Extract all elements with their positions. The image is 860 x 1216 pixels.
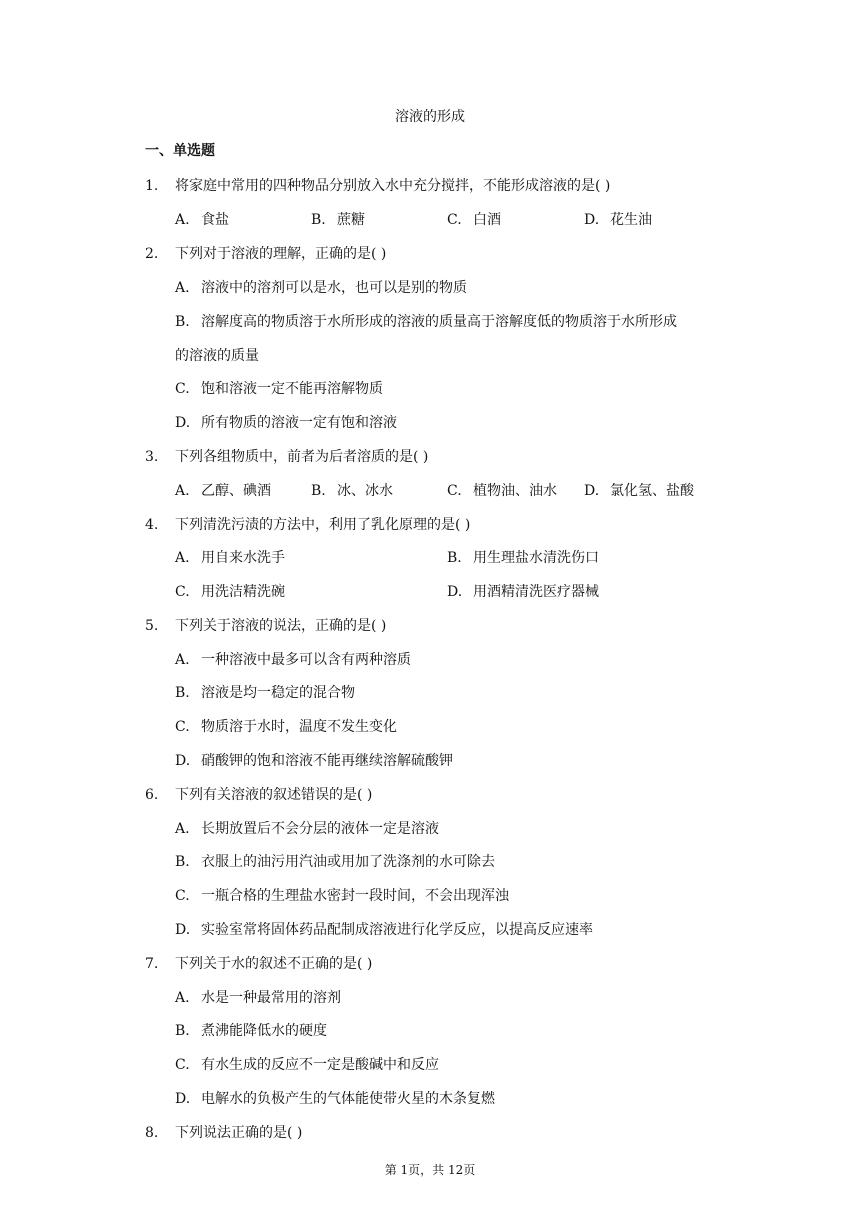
option-b: B. 蔗糖 [311,212,365,228]
option-a: A. 食盐 [175,212,229,228]
option-c: C. 植物油、油水 [447,483,557,499]
option-c: C. 有水生成的反应不一定是酸碱中和反应 [175,1057,439,1073]
option-a: A. 水是一种最常用的溶剂 [175,990,341,1006]
option-d: D. 所有物质的溶液一定有饱和溶液 [175,415,397,431]
option-b: B. 冰、冰水 [311,483,393,499]
question-number: 4. [145,517,159,533]
question-text: 下列有关溶液的叙述错误的是( ) [175,787,373,803]
question-number: 8. [145,1125,159,1141]
option-d: D. 用酒精清洗医疗器械 [447,584,599,600]
question-text: 下列清洗污渍的方法中，利用了乳化原理的是( ) [175,517,471,533]
option-b: B. 溶解度高的物质溶于水所形成的溶液的质量高于溶解度低的物质溶于水所形成 [175,314,677,330]
option-b-continued: 的溶液的质量 [175,348,259,364]
option-b: B. 溶液是均一稳定的混合物 [175,685,355,701]
option-c: C. 物质溶于水时，温度不发生变化 [175,719,397,735]
question-6 [145,784,372,804]
question-7 [145,953,372,973]
question-8 [145,1122,302,1142]
option-a: A. 乙醇、碘酒 [175,483,271,499]
option-a: A. 溶液中的溶剂可以是水，也可以是别的物质 [175,280,467,296]
question-number: 1. [145,178,159,194]
question-text: 下列关于溶液的说法，正确的是( ) [175,618,387,634]
question-text: 下列关于水的叙述不正确的是( ) [175,956,373,972]
question-1 [145,175,610,195]
document-title: 溶液的形成 [395,109,465,125]
option-c: C. 饱和溶液一定不能再溶解物质 [175,381,383,397]
page-footer: 第 1页，共 12页 [384,1163,476,1177]
question-4 [145,514,470,534]
option-b: B. 用生理盐水清洗伤口 [447,550,599,566]
question-number: 5. [145,618,159,634]
option-b: B. 煮沸能降低水的硬度 [175,1023,327,1039]
section-heading: 一、单选题 [145,143,215,159]
option-c: C. 白酒 [447,212,501,228]
option-d: D. 实验室常将固体药品配制成溶液进行化学反应，以提高反应速率 [175,922,593,938]
question-number: 2. [145,246,159,262]
option-c: C. 用洗洁精洗碗 [175,584,285,600]
question-number: 3. [145,449,159,465]
question-number: 7. [145,956,159,972]
question-text: 下列各组物质中，前者为后者溶质的是( ) [175,449,429,465]
question-3 [145,446,428,466]
question-text: 下列对于溶液的理解，正确的是( ) [175,246,387,262]
question-5 [145,615,386,635]
question-number: 6. [145,787,159,803]
option-d: D. 氯化氢、盐酸 [584,483,694,499]
option-a: A. 一种溶液中最多可以含有两种溶质 [175,652,411,668]
question-text: 将家庭中常用的四种物品分别放入水中充分搅拌，不能形成溶液的是( ) [175,178,611,194]
option-a: A. 用自来水洗手 [175,550,285,566]
option-d: D. 花生油 [584,212,652,228]
option-b: B. 衣服上的油污用汽油或用加了洗涤剂的水可除去 [175,854,495,870]
option-d: D. 电解水的负极产生的气体能使带火星的木条复燃 [175,1091,495,1107]
option-a: A. 长期放置后不会分层的液体一定是溶液 [175,821,439,837]
question-text: 下列说法正确的是( ) [175,1125,303,1141]
option-c: C. 一瓶合格的生理盐水密封一段时间，不会出现浑浊 [175,888,509,904]
question-2 [145,243,386,263]
option-d: D. 硝酸钾的饱和溶液不能再继续溶解硫酸钾 [175,753,453,769]
